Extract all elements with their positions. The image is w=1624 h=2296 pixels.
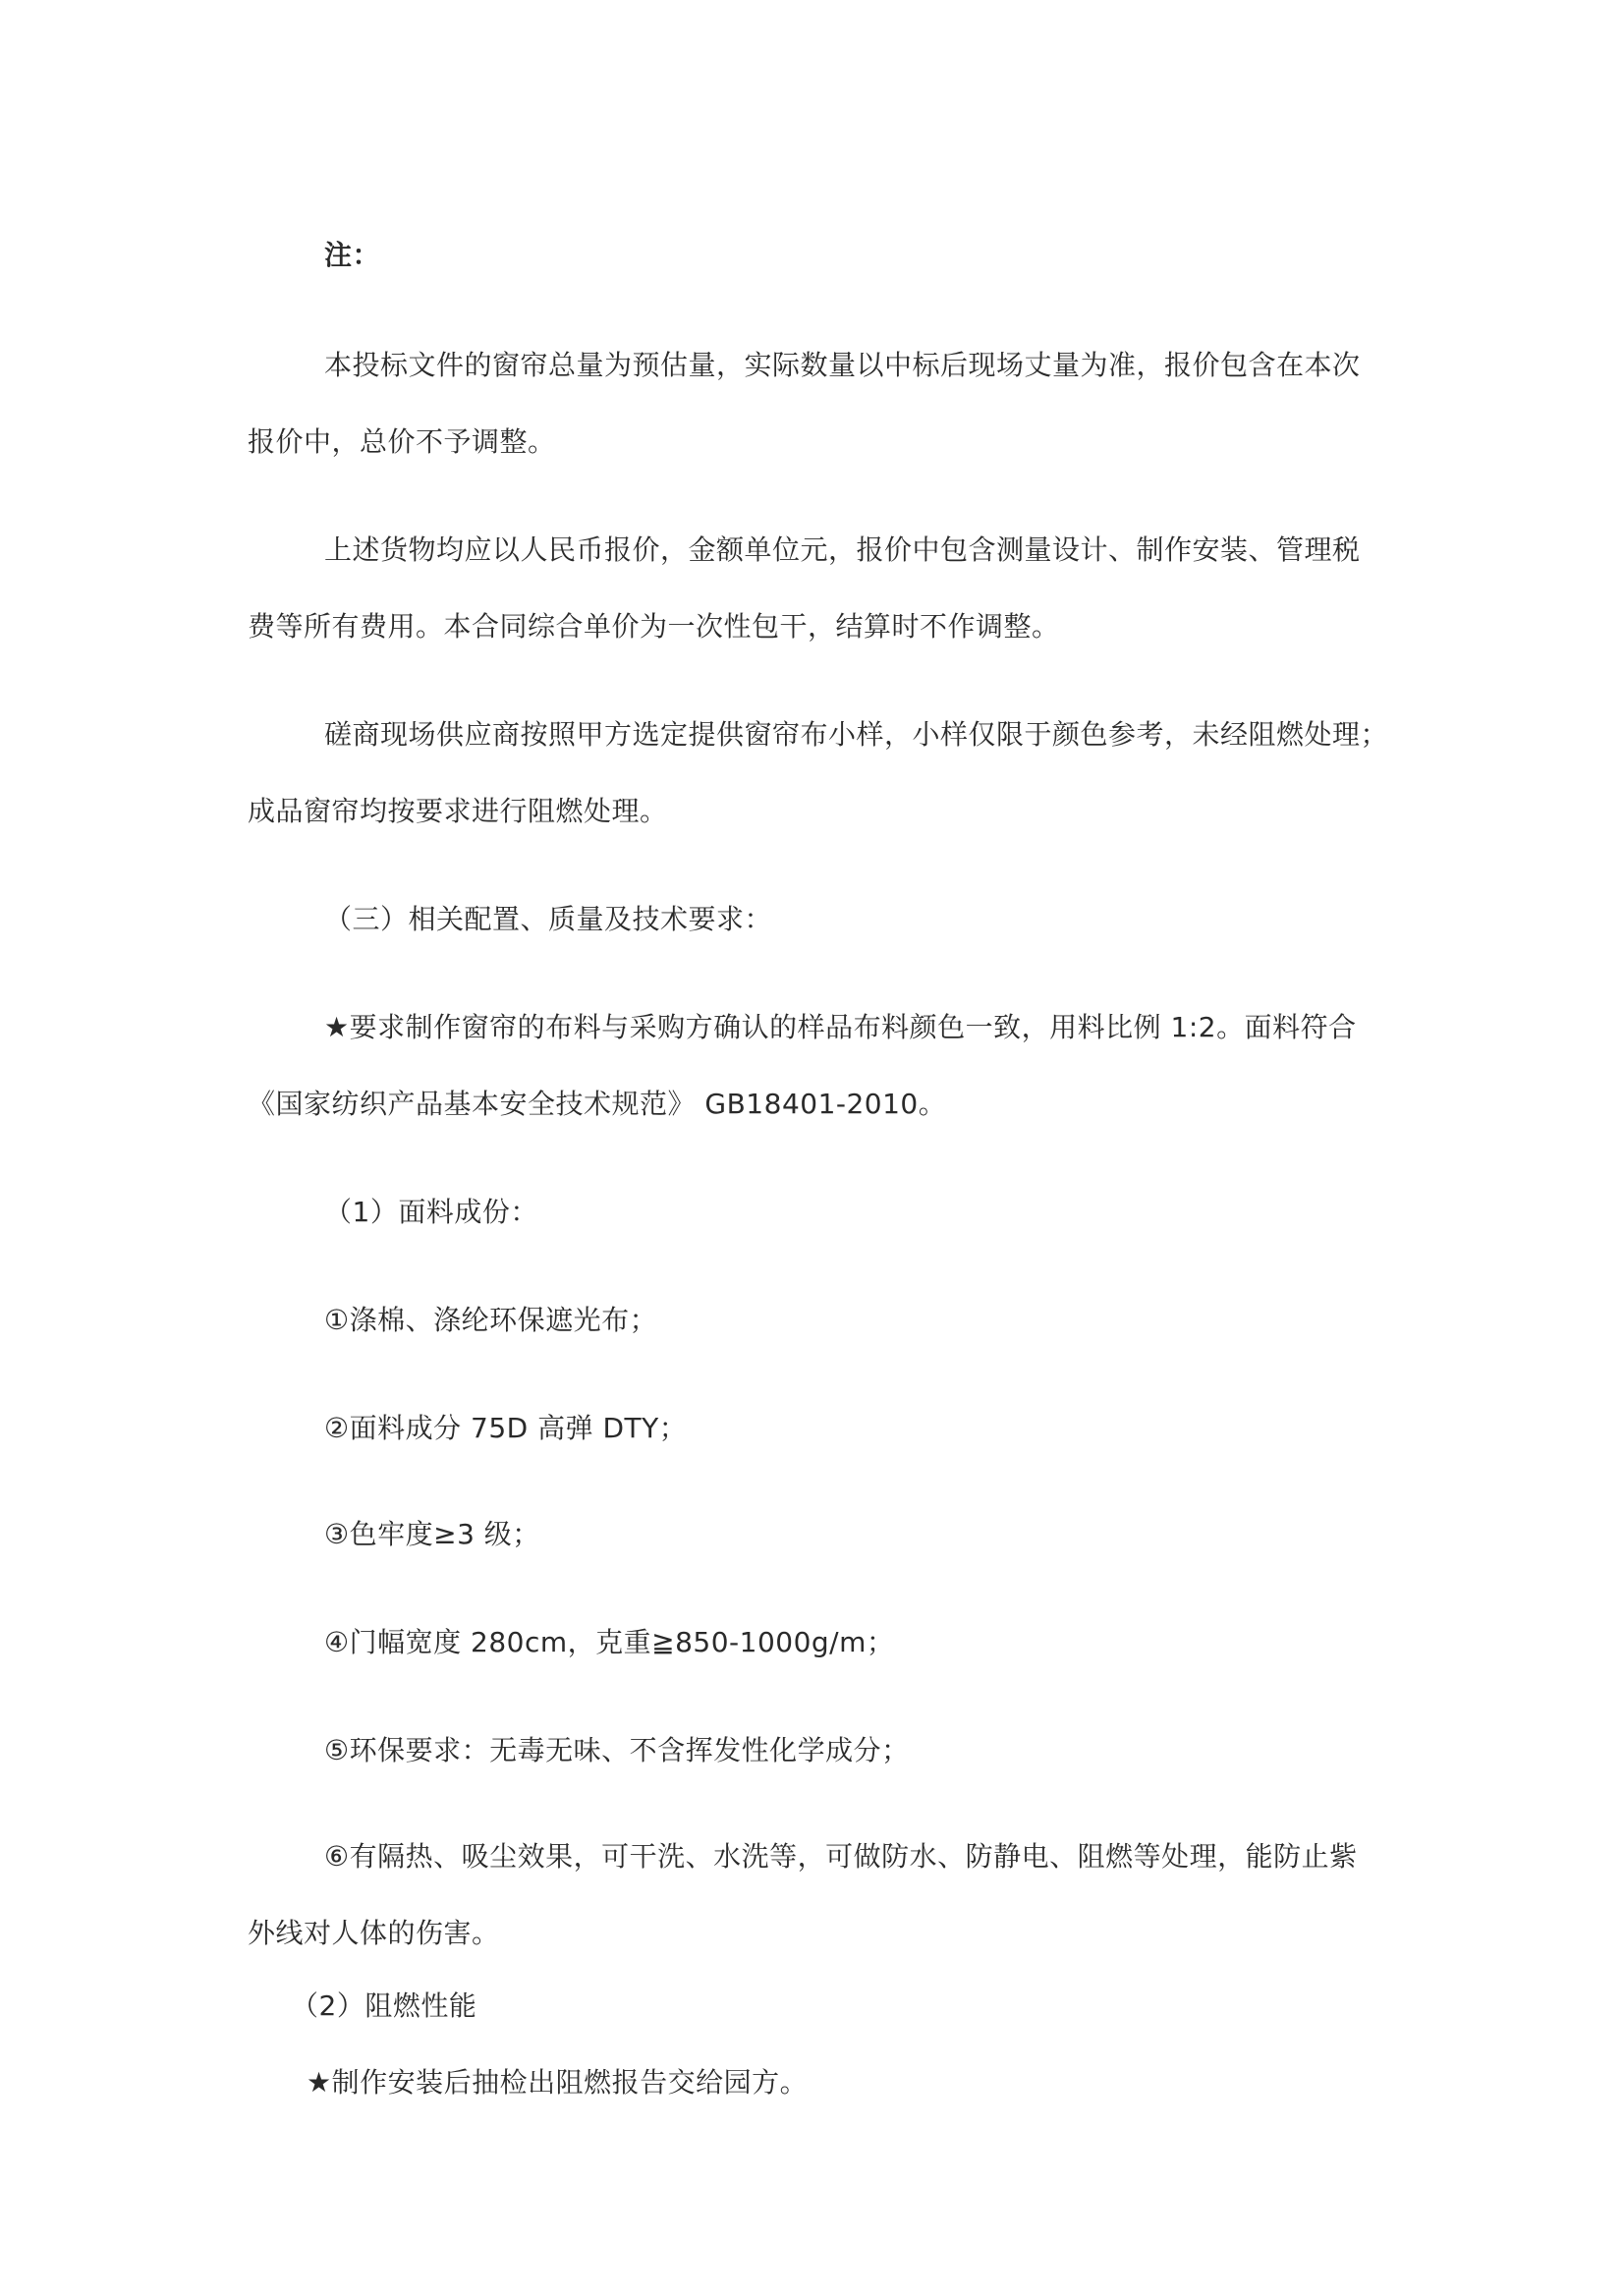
paragraph-2-line-2: 费等所有费用。本合同综合单价为一次性包干，结算时不作调整。 xyxy=(248,610,1060,643)
subsection-2-heading: （2）阻燃性能 xyxy=(291,1989,477,2022)
list-item-5: ⑤环保要求：无毒无味、不含挥发性化学成分； xyxy=(324,1734,910,1766)
subsection-1-heading: （1）面料成份： xyxy=(324,1196,538,1228)
list-item-6-line-1: ⑥有隔热、吸尘效果，可干洗、水洗等，可做防水、防静电、阻燃等处理，能防止紫 xyxy=(324,1840,1358,1873)
paragraph-1-line-1: 本投标文件的窗帘总量为预估量，实际数量以中标后现场丈量为准，报价包含在本次 xyxy=(324,349,1361,381)
list-item-3: ③色牢度≥3 级； xyxy=(324,1518,540,1550)
paragraph-3-line-1: 磋商现场供应商按照甲方选定提供窗帘布小样，小样仅限于颜色参考，未经阻燃处理； xyxy=(324,718,1389,751)
list-item-2: ②面料成分 75D 高弹 DTY； xyxy=(324,1412,688,1444)
paragraph-3-line-2: 成品窗帘均按要求进行阻燃处理。 xyxy=(248,795,668,827)
note-heading: 注： xyxy=(324,239,381,271)
paragraph-1-line-2: 报价中，总价不予调整。 xyxy=(248,425,556,458)
paragraph-4-line-2: 《国家纺织产品基本安全技术规范》 GB18401-2010。 xyxy=(248,1088,947,1120)
list-item-1: ①涤棉、涤纶环保遮光布； xyxy=(324,1304,658,1336)
list-item-4: ④门幅宽度 280cm，克重≧850-1000g/m； xyxy=(324,1626,895,1658)
section-3-heading: （三）相关配置、质量及技术要求： xyxy=(324,903,773,935)
list-item-6-line-2: 外线对人体的伤害。 xyxy=(248,1917,500,1949)
paragraph-4-line-1: ★要求制作窗帘的布料与采购方确认的样品布料颜色一致，用料比例 1:2。面料符合 xyxy=(324,1011,1357,1043)
paragraph-2-line-1: 上述货物均应以人民币报价，金额单位元，报价中包含测量设计、制作安装、管理税 xyxy=(324,533,1361,566)
final-note: ★制作安装后抽检出阻燃报告交给园方。 xyxy=(307,2066,809,2099)
